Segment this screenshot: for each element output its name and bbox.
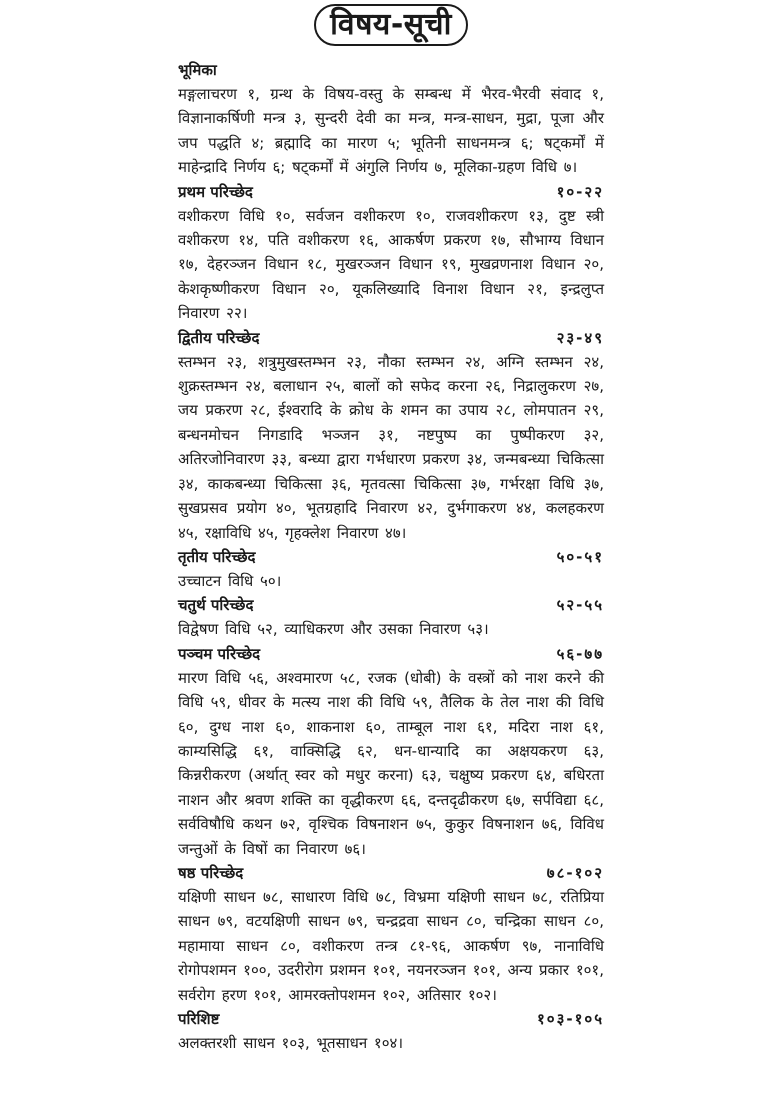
- page-range: ५२-५५: [556, 596, 604, 615]
- section-title: प्रथम परिच्छेद: [178, 182, 253, 201]
- title-block: [178, 4, 604, 50]
- section-contents: स्तम्भन २३, शत्रुमुखस्तम्भन २३, नौका स्तम्भन २४, अग्नि स्तम्भन २४, शुक्रस्तम्भन २४, बलाधान २५, बालों को सफेद करना २६, निद्रालुकरण २७, जय प्रकरण २८, ईश्वरादि के क्रोध के शमन का उपाय २८, लोमपातन २९, बन्धनमोचन निगडादि भञ्जन ३१, नष्टपुष्प का पुष्पीकरण ३२, अतिरजोनिवारण ३३, बन्ध्या द्वारा गर्भधारण प्रकरण ३४, जन्मबन्ध्या चिकित्सा ३४, काकबन्ध्या चिकित्सा ३६, मृतवत्सा चिकित्सा ३७, गर्भरक्षा विधि ३७, सुखप्रसव प्रयोग ४०, भूतग्रहादि निवारण ४२, दुर्भगाकरण ४४, कलहकरण ४५, रक्षाविधि ४५, गृहक्लेश निवारण ४७।: [178, 352, 604, 542]
- section-contents: मङ्गलाचरण १, ग्रन्थ के विषय-वस्तु के सम्बन्ध में भैरव-भैरवी संवाद १, विज्ञानाकर्षिणी मन्त्र ३, सुन्दरी देवी का मन्त्र, मन्त्र-साधन, मुद्रा, पूजा और जप पद्धति ४; ब्रह्मादि का मारण ५; भूतिनी साधनमन्त्र ६; षट्कर्मों में माहेन्द्रादि निर्णय ६; षट्कर्मों में अंगुलि निर्णय ७, मूलिका-ग्रहण विधि ७।: [178, 85, 604, 177]
- page-range: २३-४९: [556, 328, 604, 347]
- section-title: पञ्चम परिच्छेद: [178, 644, 261, 663]
- section-title: द्वितीय परिच्छेद: [178, 328, 260, 347]
- section-heading: [178, 861, 604, 885]
- page-title: विषय-सूची: [314, 4, 468, 46]
- page-range: १०३-१०५: [536, 1010, 604, 1028]
- toc-section-appendix: [178, 1007, 604, 1055]
- toc-section-1: [178, 180, 604, 326]
- toc-section-5: [178, 642, 604, 861]
- section-heading: [178, 545, 604, 569]
- page-range: ५६-७७: [556, 644, 604, 663]
- section-contents: मारण विधि ५६, अश्वमारण ५८, रजक (धोबी) के वस्त्रों को नाश करने की विधि ५९, धीवर के मत्स्य नाश की विधि ५९, तैलिक के तेल नाश की विधि ६०, दुग्ध नाश ६०, शाकनाश ६०, ताम्बूल नाश ६१, मदिरा नाश ६१, काम्यसिद्धि ६१, वाक्सिद्धि ६२, धन-धान्यादि का अक्षयकरण ६३, किन्नरीकरण (अर्थात् स्वर को मधुर करना) ६३, चक्षुष्य प्रकरण ६४, बधिरता नाशन और श्रवण शक्ति का वृद्धीकरण ६६, दन्तदृढीकरण ६७, सर्पविद्या ६८, सर्वविषौधि कथन ७२, वृश्चिक विषनाशन ७५, कुकुर विषनाशन ७६, विविध जन्तुओं के विषों का निवारण ७६।: [178, 668, 604, 858]
- section-contents: उच्चाटन विधि ५०।: [178, 571, 282, 590]
- page-range: १०-२२: [556, 182, 604, 201]
- toc-section-3: [178, 545, 604, 593]
- section-contents: विद्वेषण विधि ५२, व्याधिकरण और उसका निवारण ५३।: [178, 620, 489, 639]
- section-contents: वशीकरण विधि १०, सर्वजन वशीकरण १०, राजवशीकरण १३, दुष्ट स्त्री वशीकरण १४, पति वशीकरण १६, आकर्षण प्रकरण १७, सौभाग्य विधान १७, देहरञ्जन विधान १८, मुखरञ्जन विधान १९, मुखव्रणनाश विधान २०, केशकृष्णीकरण विधान २०, यूकलिख्यादि विनाश विधान २१, इन्द्रलुप्त निवारण २२।: [178, 206, 604, 323]
- section-heading: [178, 593, 604, 617]
- toc-section-4: [178, 593, 604, 641]
- section-heading: [178, 58, 604, 82]
- section-title: भूमिका: [178, 61, 217, 79]
- section-contents: अलक्तरशी साधन १०३, भूतसाधन १०४।: [178, 1034, 404, 1052]
- table-of-contents-page: [178, 0, 604, 1055]
- section-title: षष्ठ परिच्छेद: [178, 863, 244, 882]
- section-title: तृतीय परिच्छेद: [178, 547, 256, 566]
- page-range: ५०-५१: [556, 547, 604, 566]
- toc-section-2: [178, 326, 604, 545]
- page-range: ७८-१०२: [546, 863, 604, 882]
- section-contents: यक्षिणी साधन ७८, साधारण विधि ७८, विभ्रमा यक्षिणी साधन ७८, रतिप्रिया साधन ७९, वटयक्षिणी साधन ७९, चन्द्रद्रवा साधन ८०, चन्द्रिका साधन ८०, महामाया साधन ८०, वशीकरण तन्त्र ८१-९६, आकर्षण ९७, नानाविधि रोगोपशमन १००, उदरीरोग प्रशमन १०१, नयनरञ्जन १०१, अन्य प्रकार १०१, सर्वरोग हरण १०१, आमरक्तोपशमन १०२, अतिसार १०२।: [178, 887, 604, 1004]
- section-title: परिशिष्ट: [178, 1010, 220, 1028]
- section-heading: [178, 1007, 604, 1031]
- toc-section-6: [178, 861, 604, 1007]
- section-heading: [178, 180, 604, 204]
- section-heading: [178, 326, 604, 350]
- section-heading: [178, 642, 604, 666]
- toc-section-bhumika: [178, 58, 604, 180]
- section-title: चतुर्थ परिच्छेद: [178, 596, 254, 615]
